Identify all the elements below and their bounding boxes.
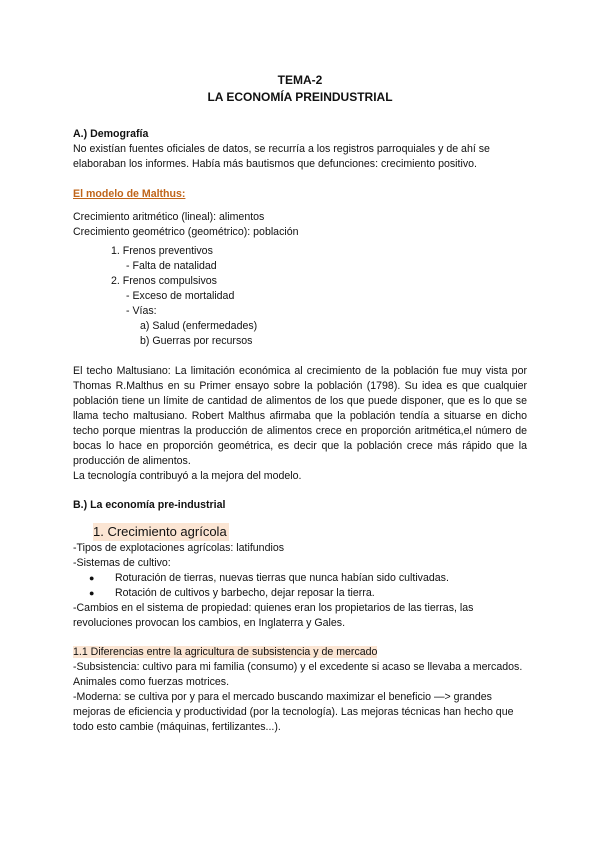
list-subitem-vias: - Vías: <box>126 305 157 317</box>
subsistence-vs-market-heading: 1.1 Diferencias entre la agricultura de subsistencia y de mercado <box>73 646 378 658</box>
bullet-text: Roturación de tierras, nuevas tierras que nunca habían sido cultivadas. <box>115 572 449 584</box>
section-a-paragraph: No existían fuentes oficiales de datos, se recurría a los registros parroquiales y de ahí se elaboraban los informes. Había más bautismos que defunciones: crecimiento positivo. <box>73 143 490 170</box>
malthus-line-geometric: Crecimiento geométrico (geométrico): población <box>73 226 299 238</box>
list-subitem-health: a) Salud (enfermedades) <box>140 320 258 332</box>
list-subitem-natality: - Falta de natalidad <box>126 260 217 272</box>
property-changes-paragraph: -Cambios en el sistema de propiedad: quienes eran los propietarios de las tierras, las revoluciones provocan los cambios, en Inglaterra y Gales. <box>73 602 474 629</box>
bullet-text: Rotación de cultivos y barbecho, dejar reposar la tierra. <box>115 587 375 599</box>
section-a-heading: A.) Demografía <box>73 128 149 140</box>
malthus-checks-list <box>73 244 527 349</box>
list-subitem-mortality: - Exceso de mortalidad <box>126 290 235 302</box>
list-item-preventive: 1. Frenos preventivos <box>111 245 213 257</box>
section-b-heading: B.) La economía pre-industrial <box>73 499 226 511</box>
bullet-icon: ● <box>89 573 95 583</box>
cultivation-systems-line: -Sistemas de cultivo: <box>73 557 171 569</box>
agricultural-growth-heading: 1. Crecimiento agrícola <box>93 524 227 539</box>
modern-paragraph: -Moderna: se cultiva por y para el mercado buscando maximizar el beneficio —> grandes mejoras de eficiencia y productividad (por la tecnología). Las mejoras técnicas han hecho que todo esto cambie (máquinas, fertilizantes...). <box>73 691 514 733</box>
bullet-item-rotacion <box>89 586 527 601</box>
doc-title-line1: TEMA-2 <box>277 73 323 87</box>
technology-line: La tecnología contribuyó a la mejora del modelo. <box>73 470 302 482</box>
malthus-line-arithmetic: Crecimiento aritmético (lineal): alimentos <box>73 211 265 223</box>
malthus-heading: El modelo de Malthus: <box>73 188 186 200</box>
list-subitem-wars: b) Guerras por recursos <box>140 335 253 347</box>
doc-title-line2: LA ECONOMÍA PREINDUSTRIAL <box>207 90 393 104</box>
malthusian-ceiling-paragraph: El techo Maltusiano: La limitación económica al crecimiento de la población fue muy vista por Thomas R.Malthus en su Primer ensayo sobre la población (1798). Su idea es que cualquier población tiene un límite de cantidad de alimentos de los que puede disponer, que es lo que se llama techo maltusiano. Robert Malthus afirmaba que la población tendía a situarse en dicho techo porque mientras la producción de alimentos crece en proporción aritmética,el número de bocas lo hace en proporción geométrica, es decir que la población crece más rápido que la producción de alimentos. <box>73 365 527 467</box>
bullet-item-roturacion <box>89 571 527 586</box>
bullet-icon: ● <box>89 588 95 598</box>
subsistence-paragraph: -Subsistencia: cultivo para mi familia (consumo) y el excedente si acaso se llevaba a mercados. Animales como fuerzas motrices. <box>73 661 523 688</box>
list-item-compulsive: 2. Frenos compulsivos <box>111 275 217 287</box>
farm-types-line: -Tipos de explotaciones agrícolas: latifundios <box>73 542 285 554</box>
